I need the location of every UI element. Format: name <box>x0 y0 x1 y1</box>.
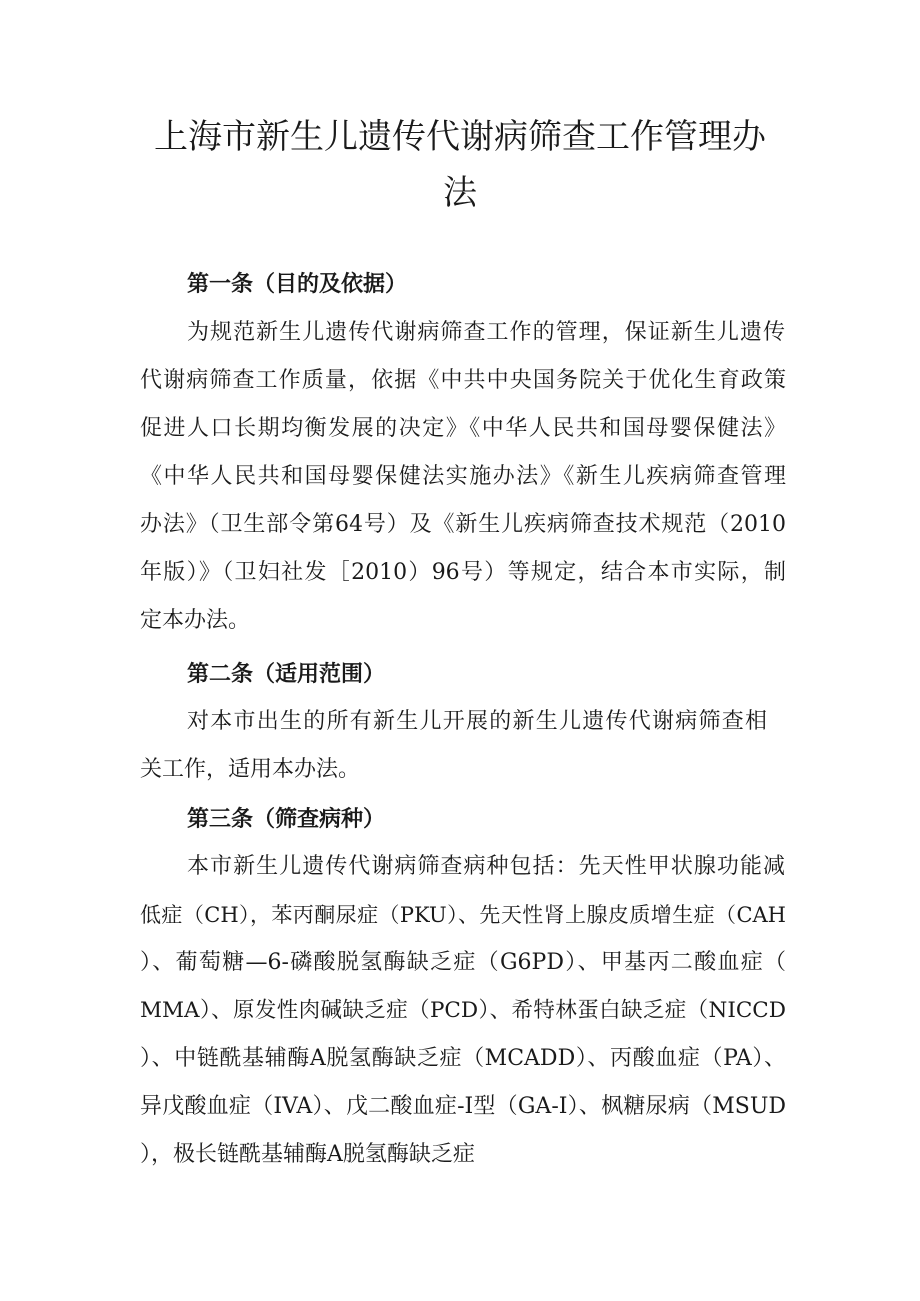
article-1-heading: 第一条（目的及依据） <box>187 272 408 297</box>
article-2-paragraph-line: 关工作，适用本办法。 <box>140 757 361 782</box>
article-1-paragraph-line: 代谢病筛查工作质量，依据《中共中央国务院关于优化生育政策 <box>140 368 786 393</box>
article-3-paragraph-line: 异戊酸血症（IVA）、戊二酸血症-I型（GA-I）、枫糖尿病（MSUD <box>140 1094 786 1119</box>
article-3-paragraph-line: ）、中链酰基辅酶A脱氢酶缺乏症（MCADD）、丙酸血症（PA）、 <box>140 1046 786 1071</box>
article-3-paragraph-line: ）、葡萄糖—6-磷酸脱氢酶缺乏症（G6PD）、甲基丙二酸血症（ <box>140 950 786 975</box>
document-title-line-1: 上海市新生儿遗传代谢病筛查工作管理办 <box>154 117 766 157</box>
article-2-paragraph-line: 对本市出生的所有新生儿开展的新生儿遗传代谢病筛查相 <box>187 709 767 734</box>
article-3-paragraph-line: ），极长链酰基辅酶A脱氢酶缺乏症 <box>140 1142 475 1167</box>
article-1-paragraph-line: 年版）》（卫妇社发［2010）96号）等规定，结合本市实际，制 <box>140 560 786 585</box>
article-2-heading: 第二条（适用范围） <box>187 662 386 687</box>
article-1-paragraph-line: 促进人口长期均衡发展的决定》《中华人民共和国母婴保健法》 <box>140 416 786 441</box>
article-3-paragraph-line: 本市新生儿遗传代谢病筛查病种包括：先天性甲状腺功能减 <box>187 854 785 879</box>
article-3-paragraph-line: MMA）、原发性肉碱缺乏症（PCD）、希特林蛋白缺乏症（NICCD <box>140 998 786 1023</box>
article-1-paragraph-line: 《中华人民共和国母婴保健法实施办法》《新生儿疾病筛查管理 <box>140 464 786 489</box>
article-1-paragraph-line: 为规范新生儿遗传代谢病筛查工作的管理，保证新生儿遗传 <box>187 320 785 345</box>
article-3-paragraph-line: 低症（CH），苯丙酮尿症（PKU）、先天性肾上腺皮质增生症（CAH <box>140 903 786 927</box>
document-title-line-2: 法 <box>443 173 477 213</box>
article-1-paragraph-line: 定本办法。 <box>140 608 251 633</box>
article-3-heading: 第三条（筛查病种） <box>187 807 386 832</box>
article-1-paragraph-line: 办法》（卫生部令第64号）及《新生儿疾病筛查技术规范（2010 <box>140 512 786 537</box>
